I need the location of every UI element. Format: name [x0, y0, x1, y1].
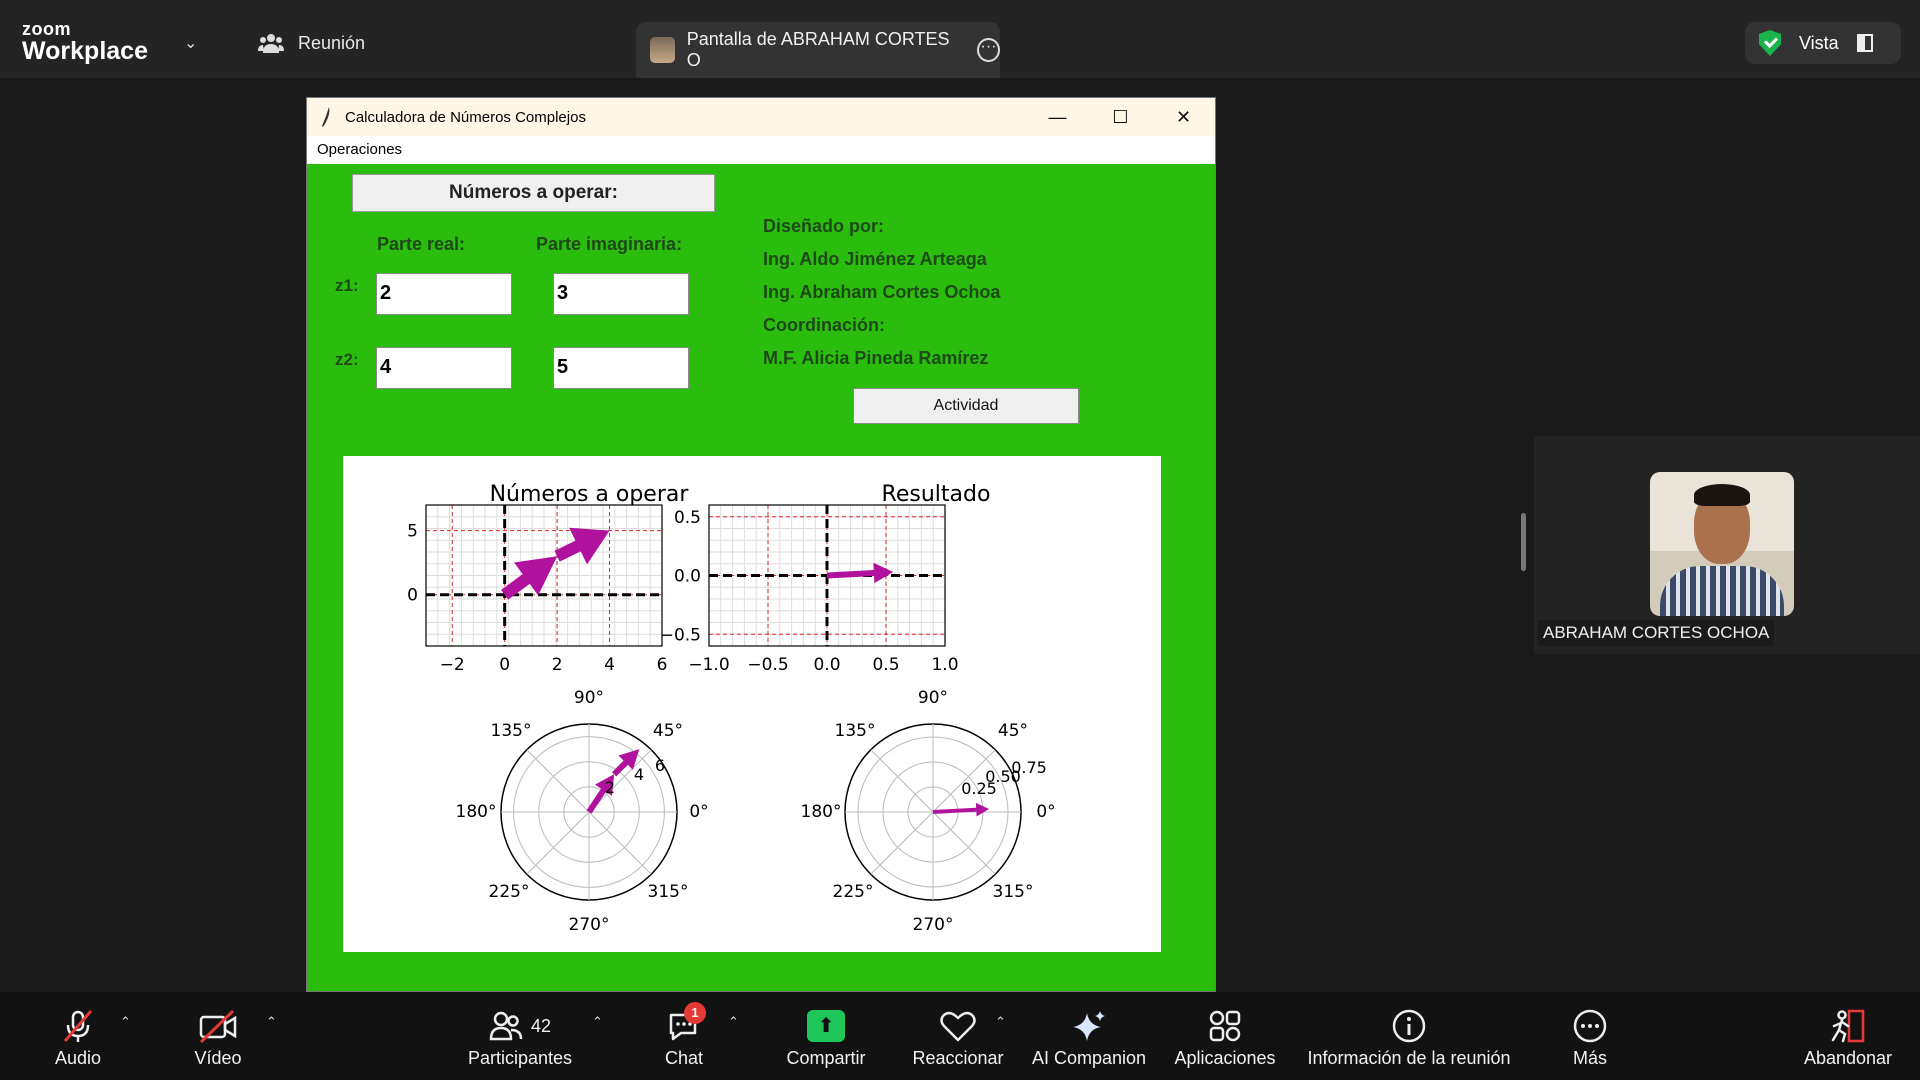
vector-arrow-0	[501, 556, 557, 599]
z2-label: z2:	[335, 350, 359, 369]
x-tick-label: −1.0	[688, 655, 730, 675]
share-screen-icon: ⬆	[807, 1010, 845, 1042]
y-tick-label: 5	[407, 521, 418, 542]
presenter-avatar	[650, 37, 675, 63]
credits-author-1: Ing. Aldo Jiménez Arteaga	[763, 249, 987, 269]
chart-title-left: Números a operar	[489, 482, 689, 507]
maximize-icon[interactable]: ☐	[1112, 106, 1129, 127]
polar-left	[501, 724, 677, 900]
chevron-down-icon[interactable]: ⌄	[184, 35, 198, 52]
participant-name: ABRAHAM CORTES OCHOA	[1538, 620, 1774, 646]
polar-right-180: 180°	[800, 802, 842, 822]
x-tick-label: 4	[604, 655, 615, 675]
zoom-logo	[22, 20, 148, 64]
polar-right-0: 0°	[1036, 802, 1056, 822]
chat-icon	[656, 1005, 712, 1044]
credits-coordination: Coordinación:	[763, 315, 885, 335]
view-label: Vista	[1799, 32, 1839, 53]
cartesian-left	[407, 505, 667, 675]
video-off-icon	[178, 1008, 258, 1044]
z1-imag-input[interactable]: 3	[553, 273, 689, 315]
polar-right-270: 270°	[912, 915, 954, 935]
y-tick-label: 0.0	[673, 566, 701, 587]
window-title-bar	[307, 98, 1215, 136]
polar-left-315: 315°	[647, 882, 689, 902]
y-tick-label: 0.5	[673, 507, 701, 528]
polar-left-r1: 2	[604, 778, 616, 797]
participants-count: 42	[530, 1015, 552, 1036]
leave-icon	[1794, 1008, 1902, 1044]
real-part-label: Parte real:	[377, 234, 466, 254]
chat-button[interactable]	[656, 1005, 712, 1069]
vector-arrow-1	[554, 528, 609, 565]
zoom-top-bar	[0, 0, 1920, 78]
more-label: Más	[1572, 1048, 1607, 1068]
panel-resize-handle[interactable]	[1521, 513, 1526, 571]
polar-left-r3: 6	[654, 756, 666, 775]
participants-button[interactable]	[456, 1008, 584, 1069]
x-tick-label: 0.0	[813, 655, 841, 675]
x-tick-label: 2	[551, 655, 563, 675]
polar-spoke	[527, 750, 589, 812]
participant-video	[1650, 472, 1794, 616]
react-label: Reaccionar	[912, 1048, 1004, 1068]
polar-spoke	[589, 812, 651, 874]
feather-icon	[321, 107, 331, 127]
video-caret-icon[interactable]: ⌃	[266, 1014, 277, 1029]
sparkle-icon	[1030, 1008, 1148, 1044]
audio-caret-icon[interactable]: ⌃	[120, 1014, 131, 1029]
polar-left-45: 45°	[652, 721, 684, 741]
x-tick-label: 6	[656, 655, 668, 675]
window-title: Calculadora de Números Complejos	[345, 108, 586, 126]
menu-operaciones[interactable]: Operaciones	[317, 141, 403, 158]
polar-vector-0	[933, 803, 989, 817]
z1-label: z1:	[335, 276, 359, 295]
screen-share-tab[interactable]	[636, 22, 1000, 78]
polar-left-225: 225°	[488, 882, 530, 902]
more-icon	[1560, 1008, 1620, 1044]
more-button[interactable]	[1560, 1008, 1620, 1069]
meeting-menu[interactable]	[258, 32, 365, 54]
imag-part-label: Parte imaginaria:	[536, 234, 683, 254]
share-label: Compartir	[786, 1048, 866, 1068]
close-icon[interactable]: ✕	[1175, 106, 1192, 127]
chat-caret-icon[interactable]: ⌃	[728, 1014, 739, 1029]
x-tick-label: 1.0	[931, 655, 959, 675]
polar-right-r1: 0.25	[961, 779, 997, 798]
participants-label: Participantes	[467, 1048, 573, 1068]
leave-button[interactable]	[1794, 1008, 1902, 1069]
react-caret-icon[interactable]: ⌃	[995, 1014, 1006, 1029]
x-tick-label: 0	[499, 655, 511, 675]
z2-real-input[interactable]: 4	[376, 347, 512, 389]
polar-right-45: 45°	[997, 721, 1029, 741]
audio-label: Audio	[54, 1048, 102, 1068]
polar-left-270: 270°	[568, 915, 610, 935]
mic-muted-icon	[38, 1008, 118, 1044]
chart-title-right: Resultado	[881, 482, 991, 507]
z1-real-input[interactable]: 2	[376, 273, 512, 315]
plots-canvas	[343, 456, 1161, 952]
polar-right-315: 315°	[992, 882, 1034, 902]
video-label: Vídeo	[194, 1048, 242, 1068]
minimize-icon[interactable]: —	[1048, 106, 1067, 127]
apps-label: Aplicaciones	[1174, 1048, 1276, 1068]
polar-spoke	[527, 812, 589, 874]
meeting-toolbar	[0, 992, 1920, 1080]
polar-spoke	[933, 812, 995, 874]
ai-companion-button[interactable]	[1030, 1008, 1148, 1069]
react-button[interactable]	[908, 1008, 1008, 1069]
participants-icon	[456, 1008, 584, 1044]
credits-designed-by: Diseñado por:	[763, 216, 885, 236]
more-options-icon[interactable]: ···	[977, 38, 1000, 62]
participants-caret-icon[interactable]: ⌃	[592, 1014, 603, 1029]
logo-workplace-text: Workplace	[22, 37, 148, 65]
security-shield-icon	[1759, 30, 1781, 56]
menu-bar	[307, 136, 1215, 164]
apps-icon	[1170, 1008, 1280, 1044]
polar-left-0: 0°	[689, 802, 709, 822]
x-tick-label: 0.5	[872, 655, 900, 675]
apps-button[interactable]	[1170, 1008, 1280, 1069]
view-layout-icon	[1857, 34, 1873, 52]
video-button[interactable]	[178, 1008, 258, 1069]
meeting-info-label: Información de la reunión	[1307, 1048, 1511, 1068]
meeting-label: Reunión	[298, 32, 366, 53]
info-icon	[1298, 1008, 1520, 1044]
people-icon	[258, 32, 284, 54]
heart-icon	[908, 1008, 1008, 1044]
logo-zoom-text: zoom	[22, 19, 71, 39]
cartesian-right	[660, 505, 959, 675]
polar-left-90: 90°	[573, 688, 605, 708]
z2-imag-input[interactable]: 5	[553, 347, 689, 389]
shared-app-window	[306, 97, 1216, 992]
audio-button[interactable]	[38, 1008, 118, 1069]
chat-badge: 1	[684, 1002, 706, 1024]
polar-right-90: 90°	[917, 688, 949, 708]
polar-right-225: 225°	[832, 882, 874, 902]
polar-spoke	[871, 812, 933, 874]
y-tick-label: 0	[407, 585, 418, 606]
share-button[interactable]	[776, 1008, 876, 1069]
credits-coordinator: M.F. Alicia Pineda Ramírez	[763, 348, 989, 368]
polar-right-135: 135°	[834, 721, 876, 741]
polar-left-r2: 4	[633, 765, 645, 784]
ai-companion-label: AI Companion	[1031, 1048, 1147, 1068]
polar-spoke	[871, 750, 933, 812]
view-button[interactable]	[1745, 22, 1901, 64]
vector-arrow-0	[827, 563, 893, 583]
polar-left-180: 180°	[455, 802, 497, 822]
activity-button[interactable]: Actividad	[853, 388, 1079, 424]
participant-video-tile[interactable]	[1534, 436, 1920, 654]
polar-right-r2: 0.50	[985, 767, 1021, 786]
polar-right-r3: 0.75	[1011, 758, 1047, 777]
leave-label: Abandonar	[1803, 1048, 1893, 1068]
share-tab-label: Pantalla de ABRAHAM CORTES O	[686, 29, 950, 70]
meeting-info-button[interactable]	[1298, 1008, 1520, 1069]
x-tick-label: −2	[439, 655, 465, 675]
polar-left-135: 135°	[490, 721, 532, 741]
credits-author-2: Ing. Abraham Cortes Ochoa	[763, 282, 1001, 302]
x-tick-label: −0.5	[747, 655, 789, 675]
chat-label: Chat	[664, 1048, 704, 1068]
y-tick-label: −0.5	[659, 625, 701, 646]
plots-svg	[343, 456, 1161, 952]
operands-header: Números a operar:	[352, 174, 715, 212]
polar-right	[845, 724, 1021, 900]
